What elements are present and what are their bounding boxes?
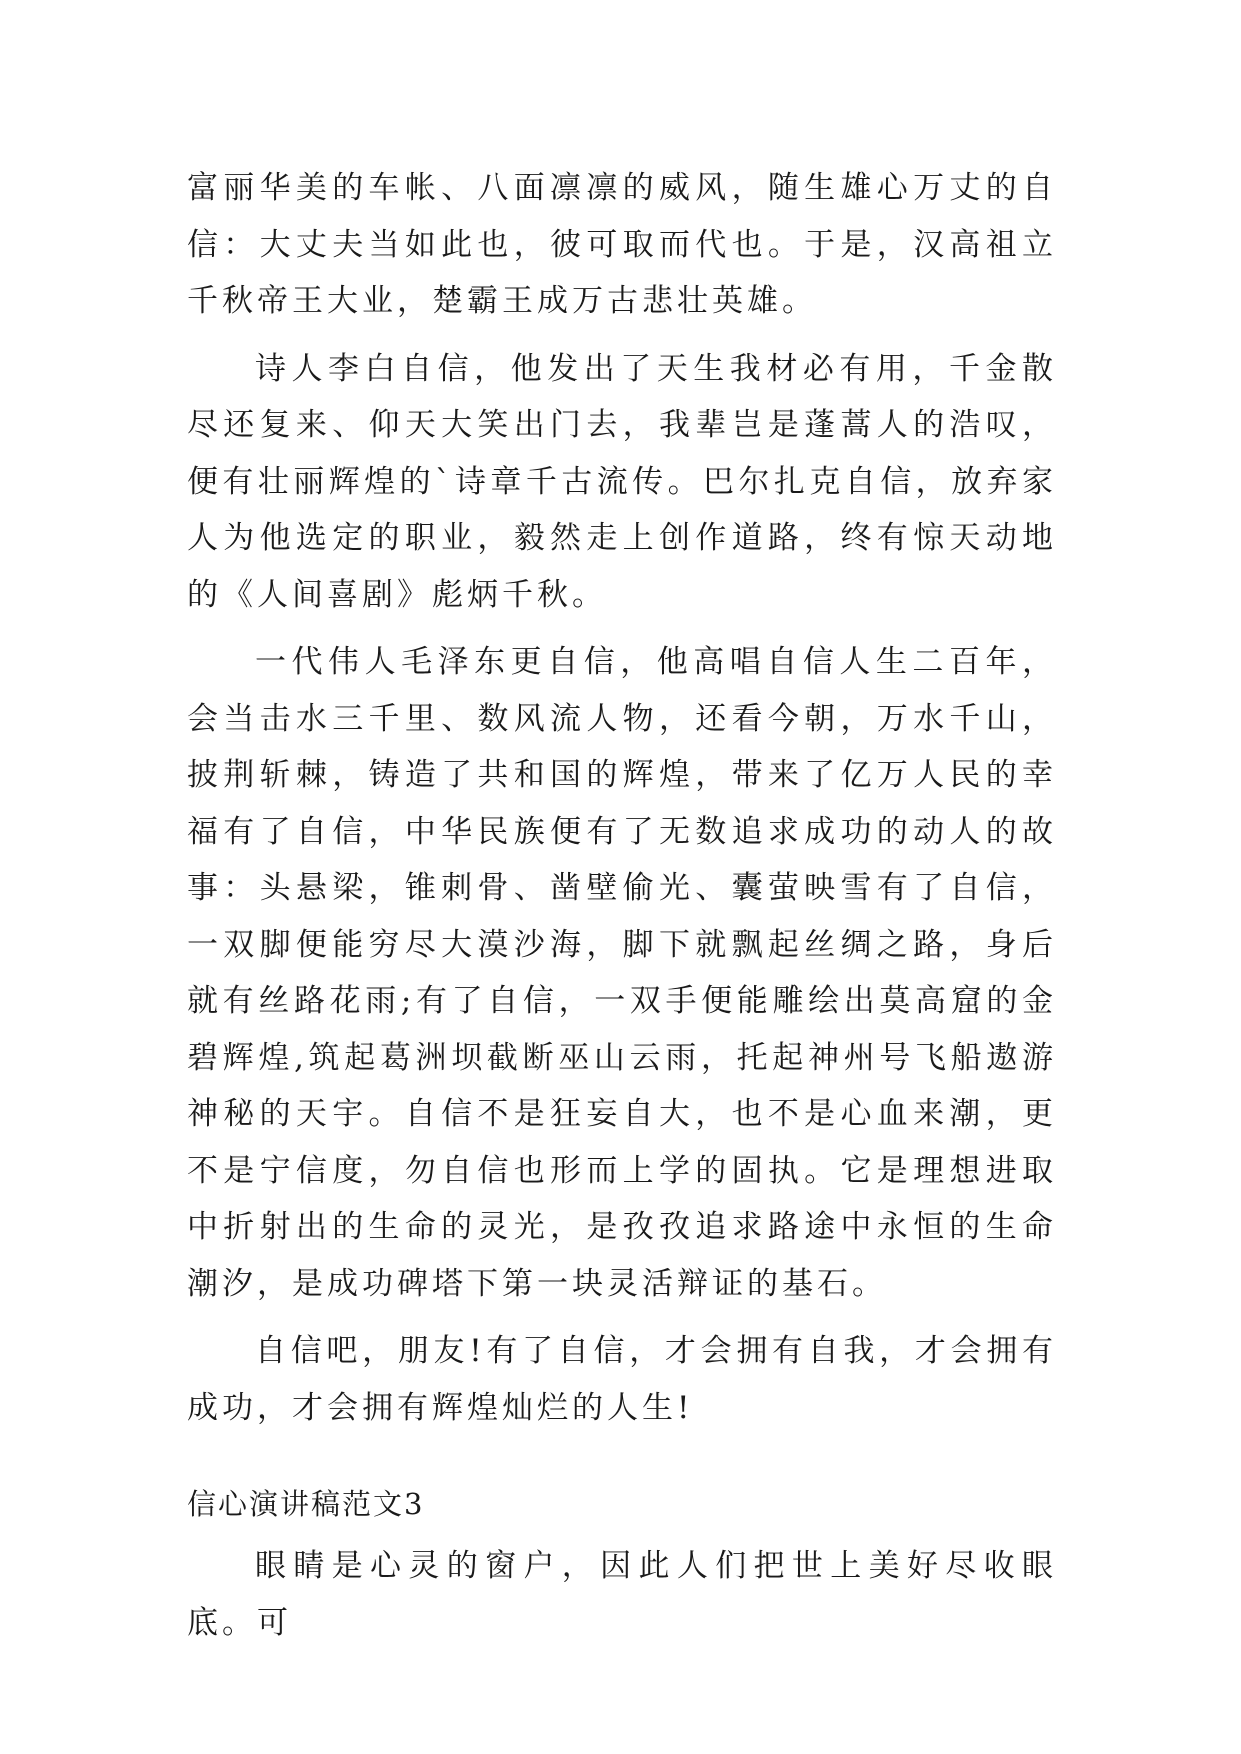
paragraph-1: 富丽华美的车帐、八面凛凛的威风，随生雄心万丈的自信：大丈夫当如此也，彼可取而代也。于是，汉高祖立千秋帝王大业，楚霸王成万古悲壮英雄。: [187, 170, 1057, 319]
paragraph-2: 诗人李白自信，他发出了天生我材必有用，千金散尽还复来、仰天大笑出门去，我辈岂是蓬蒿人的浩叹，便有壮丽辉煌的`诗章千古流传。巴尔扎克自信，放弃家人为他选定的职业，毅然走上创作道路，终有惊天动地的《人间喜剧》彪炳千秋。: [187, 350, 1057, 613]
section-title: 信心演讲稿范文3: [187, 1487, 425, 1521]
document-body: [187, 160, 1057, 1662]
paragraph-5: 眼睛是心灵的窗户，因此人们把世上美好尽收眼底。可: [187, 1548, 1057, 1641]
paragraph-4: 自信吧，朋友!有了自信，才会拥有自我，才会拥有成功，才会拥有辉煌灿烂的人生!: [187, 1333, 1057, 1426]
paragraph-3: 一代伟人毛泽东更自信，他高唱自信人生二百年，会当击水三千里、数风流人物，还看今朝，万水千山，披荆斩棘，铸造了共和国的辉煌，带来了亿万人民的幸福有了自信，中华民族便有了无数追求成功的动人的故事：头悬梁，锥刺骨、凿壁偷光、囊萤映雪有了自信，一双脚便能穷尽大漠沙海，脚下就飘起丝绸之路，身后就有丝路花雨;有了自信，一双手便能雕绘出莫高窟的金碧辉煌,筑起葛洲坝截断巫山云雨，托起神州号飞船遨游神秘的天宇。自信不是狂妄自大，也不是心血来潮，更不是宁信度，勿自信也形而上学的固执。它是理想进取中折射出的生命的灵光，是孜孜追求路途中永恒的生命潮汐，是成功碑塔下第一块灵活辩证的基石。: [187, 644, 1057, 1302]
